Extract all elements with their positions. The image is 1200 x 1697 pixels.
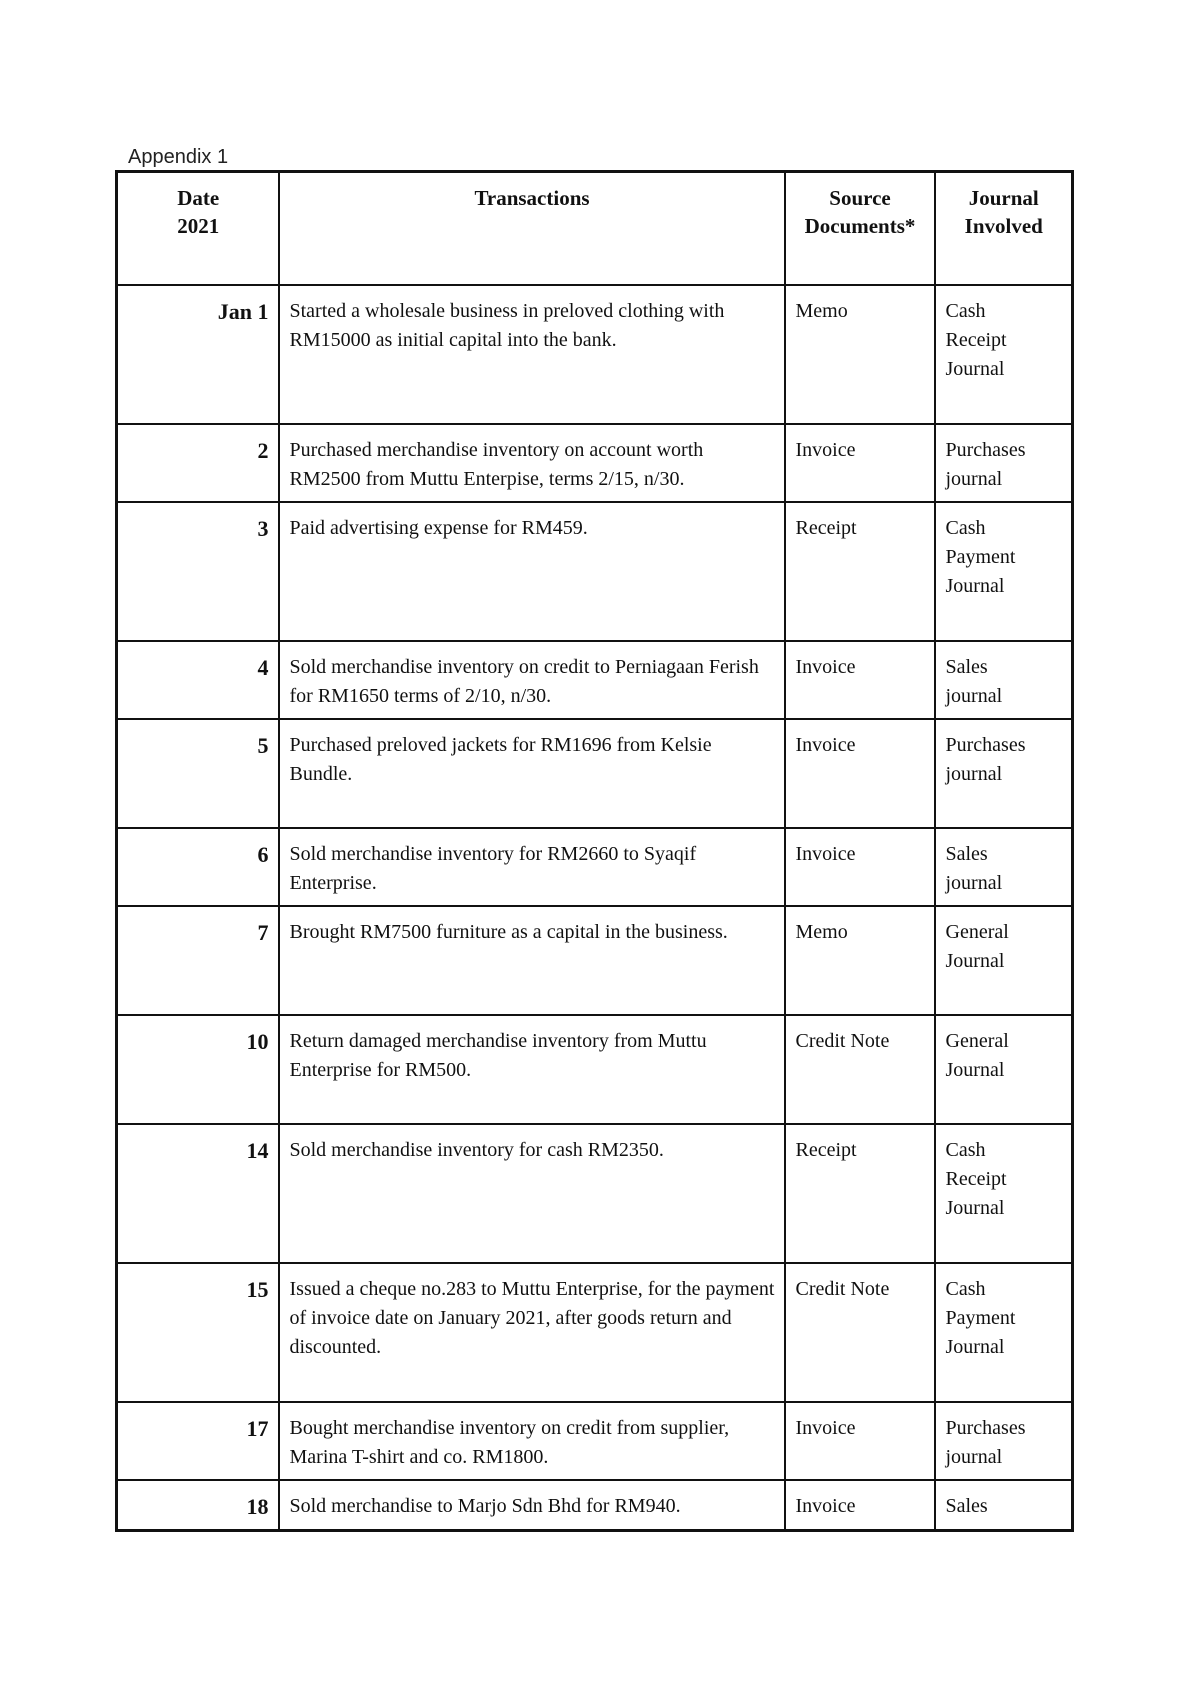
row-date: 14	[117, 1124, 279, 1263]
journal-line: Payment	[945, 545, 1016, 568]
journal-line: Receipt	[945, 328, 1007, 351]
row-journal	[935, 906, 1073, 1015]
header-date: Date 2021	[117, 172, 279, 285]
row-transaction: Paid advertising expense for RM459.	[279, 502, 785, 641]
row-date: 7	[117, 906, 279, 1015]
row-transaction: Brought RM7500 furniture as a capital in the business.	[279, 906, 785, 1015]
journal-line: Journal	[945, 949, 1005, 972]
journal-line: Cash	[945, 299, 986, 322]
journal-line: Journal	[945, 1335, 1005, 1358]
table-row	[117, 1402, 1073, 1480]
row-transaction: Sold merchandise to Marjo Sdn Bhd for RM940.	[279, 1480, 785, 1531]
appendix-caption: Appendix 1	[128, 146, 229, 168]
row-source-document: Invoice	[785, 1402, 935, 1480]
row-date: 4	[117, 641, 279, 719]
row-transaction: Return damaged merchandise inventory from Muttu Enterprise for RM500.	[279, 1015, 785, 1124]
header-source-documents: Source Documents*	[785, 172, 935, 285]
header-transactions: Transactions	[279, 172, 785, 285]
table-row	[117, 1015, 1073, 1124]
row-transaction: Issued a cheque no.283 to Muttu Enterprise, for the payment of invoice date on January 2021, after goods return and discounted.	[279, 1263, 785, 1402]
row-journal	[935, 424, 1073, 502]
row-transaction: Sold merchandise inventory for cash RM2350.	[279, 1124, 785, 1263]
table-row	[117, 1263, 1073, 1402]
row-date: 15	[117, 1263, 279, 1402]
row-journal	[935, 1015, 1073, 1124]
journal-line: Purchases	[945, 1416, 1026, 1439]
table-row	[117, 424, 1073, 502]
table-row	[117, 828, 1073, 906]
row-date: 18	[117, 1480, 279, 1531]
row-source-document: Memo	[785, 285, 935, 424]
row-journal	[935, 828, 1073, 906]
row-journal	[935, 641, 1073, 719]
row-source-document: Credit Note	[785, 1263, 935, 1402]
row-source-document: Invoice	[785, 1480, 935, 1531]
row-journal	[935, 719, 1073, 828]
journal-line: journal	[945, 684, 1003, 707]
row-date: 2	[117, 424, 279, 502]
transactions-table	[115, 170, 1074, 1532]
table-row	[117, 502, 1073, 641]
row-journal	[935, 502, 1073, 641]
journal-line: journal	[945, 467, 1003, 490]
table-row	[117, 906, 1073, 1015]
table-header-row	[117, 172, 1073, 285]
journal-line: Journal	[945, 1058, 1005, 1081]
table-row	[117, 719, 1073, 828]
row-transaction: Sold merchandise inventory for RM2660 to Syaqif Enterprise.	[279, 828, 785, 906]
journal-line: Payment	[945, 1306, 1016, 1329]
journal-line: Journal	[945, 357, 1005, 380]
table-row	[117, 641, 1073, 719]
row-source-document: Invoice	[785, 424, 935, 502]
row-source-document: Invoice	[785, 719, 935, 828]
table-row	[117, 285, 1073, 424]
journal-line: General	[945, 920, 1009, 943]
row-date: 5	[117, 719, 279, 828]
row-transaction: Started a wholesale business in preloved clothing with RM15000 as initial capital into the bank.	[279, 285, 785, 424]
row-transaction: Bought merchandise inventory on credit from supplier, Marina T-shirt and co. RM1800.	[279, 1402, 785, 1480]
row-transaction: Purchased merchandise inventory on account worth RM2500 from Muttu Enterpise, terms 2/15, n/30.	[279, 424, 785, 502]
table-row	[117, 1124, 1073, 1263]
row-date: Jan 1	[117, 285, 279, 424]
row-source-document: Receipt	[785, 502, 935, 641]
journal-line: Sales	[945, 655, 988, 678]
journal-line: Journal	[945, 574, 1005, 597]
journal-line: Cash	[945, 1138, 986, 1161]
row-date: 10	[117, 1015, 279, 1124]
journal-line: Journal	[945, 1196, 1005, 1219]
row-transaction: Sold merchandise inventory on credit to Perniagaan Ferish for RM1650 terms of 2/10, n/30.	[279, 641, 785, 719]
row-transaction: Purchased preloved jackets for RM1696 from Kelsie Bundle.	[279, 719, 785, 828]
journal-line: General	[945, 1029, 1009, 1052]
row-journal	[935, 1124, 1073, 1263]
row-journal	[935, 285, 1073, 424]
journal-line: Cash	[945, 1277, 986, 1300]
row-source-document: Receipt	[785, 1124, 935, 1263]
row-date: 6	[117, 828, 279, 906]
row-date: 3	[117, 502, 279, 641]
journal-line: Purchases	[945, 733, 1026, 756]
journal-line: Sales	[945, 842, 988, 865]
journal-line: journal	[945, 871, 1003, 894]
table-body	[117, 285, 1073, 1531]
row-journal	[935, 1402, 1073, 1480]
journal-line: Receipt	[945, 1167, 1007, 1190]
header-journal-involved: Journal Involved	[935, 172, 1073, 285]
row-source-document: Invoice	[785, 828, 935, 906]
row-journal	[935, 1263, 1073, 1402]
row-source-document: Credit Note	[785, 1015, 935, 1124]
journal-line: journal	[945, 762, 1003, 785]
journal-line: journal	[945, 1445, 1003, 1468]
journal-line: Sales	[945, 1494, 988, 1517]
journal-line: Purchases	[945, 438, 1026, 461]
table-row	[117, 1480, 1073, 1531]
row-journal	[935, 1480, 1073, 1531]
row-source-document: Invoice	[785, 641, 935, 719]
row-date: 17	[117, 1402, 279, 1480]
row-source-document: Memo	[785, 906, 935, 1015]
journal-line: Cash	[945, 516, 986, 539]
